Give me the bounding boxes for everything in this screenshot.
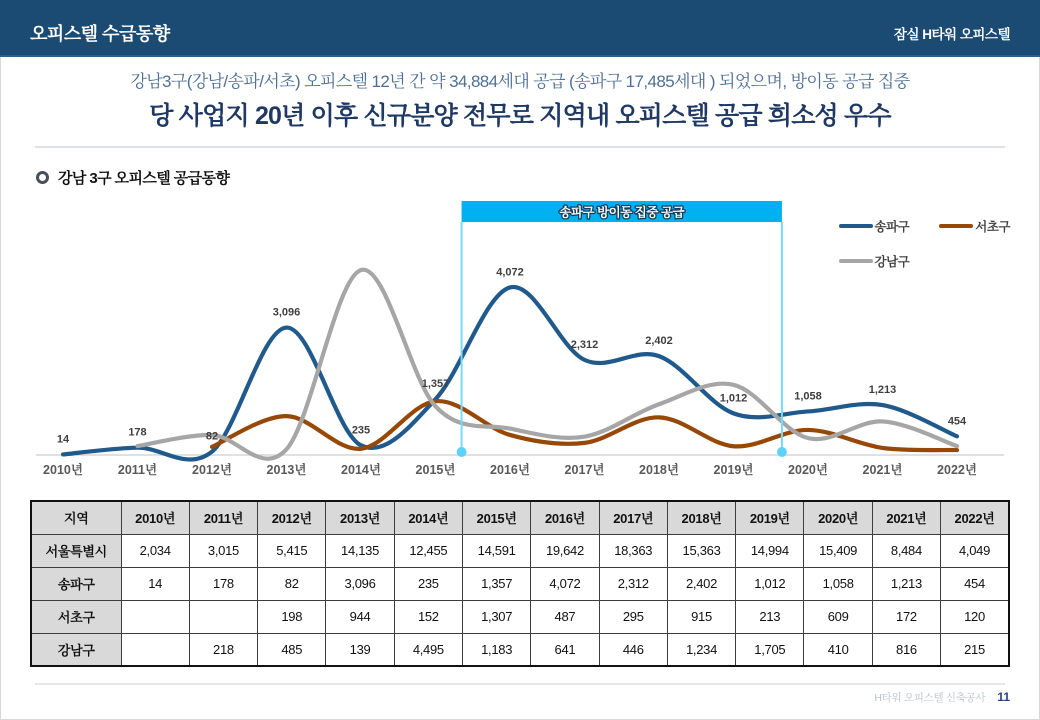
table-cell: 641 <box>531 633 599 666</box>
table-row <box>31 534 1009 567</box>
row-label: 서울특별시 <box>31 534 121 567</box>
table-row <box>31 567 1009 600</box>
data-label: 4,072 <box>496 266 524 279</box>
legend-swatch <box>939 224 973 229</box>
row-label: 강남구 <box>31 633 121 666</box>
column-header: 2014년 <box>394 501 462 534</box>
row-label: 서초구 <box>31 600 121 633</box>
column-header: 2017년 <box>599 501 667 534</box>
summary-text: 강남3구(강남/송파/서초) 오피스텔 12년 간 약 34,884세대 공급 (송파구 17,485세대 ) 되었으며, 방이동 공급 집중 <box>130 72 910 91</box>
section-title: 강남 3구 오피스텔 공급동향 <box>58 170 230 187</box>
table-cell: 19,642 <box>531 534 599 567</box>
table-cell: 120 <box>941 600 1009 633</box>
x-tick-label: 2020년 <box>788 463 828 477</box>
table-cell: 172 <box>872 600 940 633</box>
section-heading <box>36 167 229 188</box>
column-header: 2013년 <box>326 501 394 534</box>
table-cell: 1,213 <box>872 567 940 600</box>
table-cell: 218 <box>189 633 257 666</box>
column-header: 2019년 <box>736 501 804 534</box>
legend-label: 강남구 <box>874 255 910 269</box>
table-cell: 1,307 <box>462 600 530 633</box>
slide-header <box>0 0 1040 57</box>
table-cell: 454 <box>941 567 1009 600</box>
legend-swatch <box>839 224 873 229</box>
legend-label: 서초구 <box>975 220 1010 234</box>
table-cell: 609 <box>804 600 872 633</box>
x-tick-label: 2019년 <box>713 463 754 477</box>
table-cell: 1,705 <box>736 633 804 666</box>
column-header: 2011년 <box>189 501 257 534</box>
table-cell: 235 <box>394 567 462 600</box>
column-header: 2016년 <box>531 501 599 534</box>
table-cell: 2,312 <box>599 567 667 600</box>
table-cell: 14,591 <box>462 534 530 567</box>
legend-item-송파구 <box>839 217 910 235</box>
chart-legend <box>839 217 1010 270</box>
table-cell: 12,455 <box>394 534 462 567</box>
table-cell: 4,072 <box>531 567 599 600</box>
headline-text: 당 사업지 20년 이후 신규분양 전무로 지역내 오피스텔 공급 희소성 우수 <box>149 102 891 130</box>
table-cell: 944 <box>326 600 394 633</box>
table-cell: 215 <box>941 633 1009 666</box>
legend-item-서초구 <box>939 217 1010 235</box>
table-cell: 152 <box>394 600 462 633</box>
page-title: 오피스텔 수급동향 <box>30 23 170 44</box>
x-tick-label: 2014년 <box>341 463 381 477</box>
bullet-icon <box>36 171 49 184</box>
table-cell <box>189 600 257 633</box>
data-label: 1,357 <box>421 378 450 391</box>
table-cell <box>121 600 189 633</box>
table-cell: 18,363 <box>599 534 667 567</box>
x-tick-label: 2021년 <box>862 463 903 477</box>
table-cell: 2,402 <box>667 567 735 600</box>
data-label: 178 <box>128 426 147 439</box>
table-cell: 1,012 <box>736 567 804 600</box>
headline-block <box>0 67 1040 132</box>
column-header: 2020년 <box>804 501 872 534</box>
table-cell: 1,183 <box>462 633 530 666</box>
table-cell: 15,409 <box>804 534 872 567</box>
data-label: 2,312 <box>570 338 599 351</box>
footer <box>874 690 1010 705</box>
table-header-row <box>31 501 1009 534</box>
data-label: 2,402 <box>645 335 673 348</box>
table-cell: 8,484 <box>872 534 940 567</box>
table-cell: 178 <box>189 567 257 600</box>
table-cell: 2,034 <box>121 534 189 567</box>
x-tick-label: 2018년 <box>639 463 679 477</box>
data-label: 454 <box>947 415 967 428</box>
table-cell: 295 <box>599 600 667 633</box>
x-tick-label: 2022년 <box>937 463 977 477</box>
x-tick-label: 2016년 <box>490 463 530 477</box>
data-label: 3,096 <box>272 306 301 319</box>
legend-item-강남구 <box>839 252 910 270</box>
legend-swatch <box>839 259 873 264</box>
table-cell: 485 <box>258 633 326 666</box>
project-name: 잠실 H타워 오피스텔 <box>893 26 1010 42</box>
table-cell: 446 <box>599 633 667 666</box>
table-cell: 1,357 <box>462 567 530 600</box>
data-label: 1,213 <box>868 384 897 397</box>
table-cell: 410 <box>804 633 872 666</box>
divider <box>35 146 1005 148</box>
x-tick-label: 2011년 <box>117 463 158 477</box>
table-row <box>31 600 1009 633</box>
column-header: 2012년 <box>258 501 326 534</box>
page-number: 11 <box>997 690 1010 704</box>
series-line-서초구 <box>212 401 957 450</box>
column-header: 지역 <box>31 501 121 534</box>
table-row <box>31 633 1009 666</box>
footer-text: H타워 오피스텔 신축공사 <box>874 692 986 704</box>
column-header: 2010년 <box>121 501 189 534</box>
table-cell: 5,415 <box>258 534 326 567</box>
supply-line-chart <box>30 193 1010 485</box>
data-label: 14 <box>56 433 70 446</box>
table-cell: 3,015 <box>189 534 257 567</box>
table-cell: 14,135 <box>326 534 394 567</box>
table-cell <box>121 633 189 666</box>
column-header: 2015년 <box>462 501 530 534</box>
data-label: 1,012 <box>719 392 748 405</box>
series-line-강남구 <box>138 270 958 459</box>
table-cell: 1,058 <box>804 567 872 600</box>
table-cell: 487 <box>531 600 599 633</box>
column-header: 2018년 <box>667 501 735 534</box>
table-cell: 139 <box>326 633 394 666</box>
table-cell: 3,096 <box>326 567 394 600</box>
annotation-label: 송파구 방이동 집중 공급 <box>559 205 685 220</box>
table-cell: 4,049 <box>941 534 1009 567</box>
footer-divider <box>35 683 1005 685</box>
table-cell: 213 <box>736 600 804 633</box>
legend-label: 송파구 <box>874 220 910 234</box>
x-tick-label: 2017년 <box>564 463 605 477</box>
table-cell: 198 <box>258 600 326 633</box>
table-cell: 14,994 <box>736 534 804 567</box>
data-label: 82 <box>205 430 219 443</box>
x-tick-label: 2013년 <box>266 463 307 477</box>
row-label: 송파구 <box>31 567 121 600</box>
annotation-dot <box>777 447 787 457</box>
table-cell: 14 <box>121 567 189 600</box>
x-tick-label: 2012년 <box>192 463 232 477</box>
table-cell: 4,495 <box>394 633 462 666</box>
table-cell: 1,234 <box>667 633 735 666</box>
data-table <box>30 500 1010 667</box>
data-label: 235 <box>351 424 371 437</box>
table-cell: 15,363 <box>667 534 735 567</box>
x-tick-label: 2015년 <box>415 463 456 477</box>
x-tick-label: 2010년 <box>43 463 83 477</box>
annotation-dot <box>457 447 467 457</box>
table-cell: 915 <box>667 600 735 633</box>
supply-table <box>30 500 1010 667</box>
table-cell: 816 <box>872 633 940 666</box>
column-header: 2022년 <box>941 501 1009 534</box>
data-label: 1,058 <box>794 390 822 403</box>
table-cell: 82 <box>258 567 326 600</box>
column-header: 2021년 <box>872 501 940 534</box>
